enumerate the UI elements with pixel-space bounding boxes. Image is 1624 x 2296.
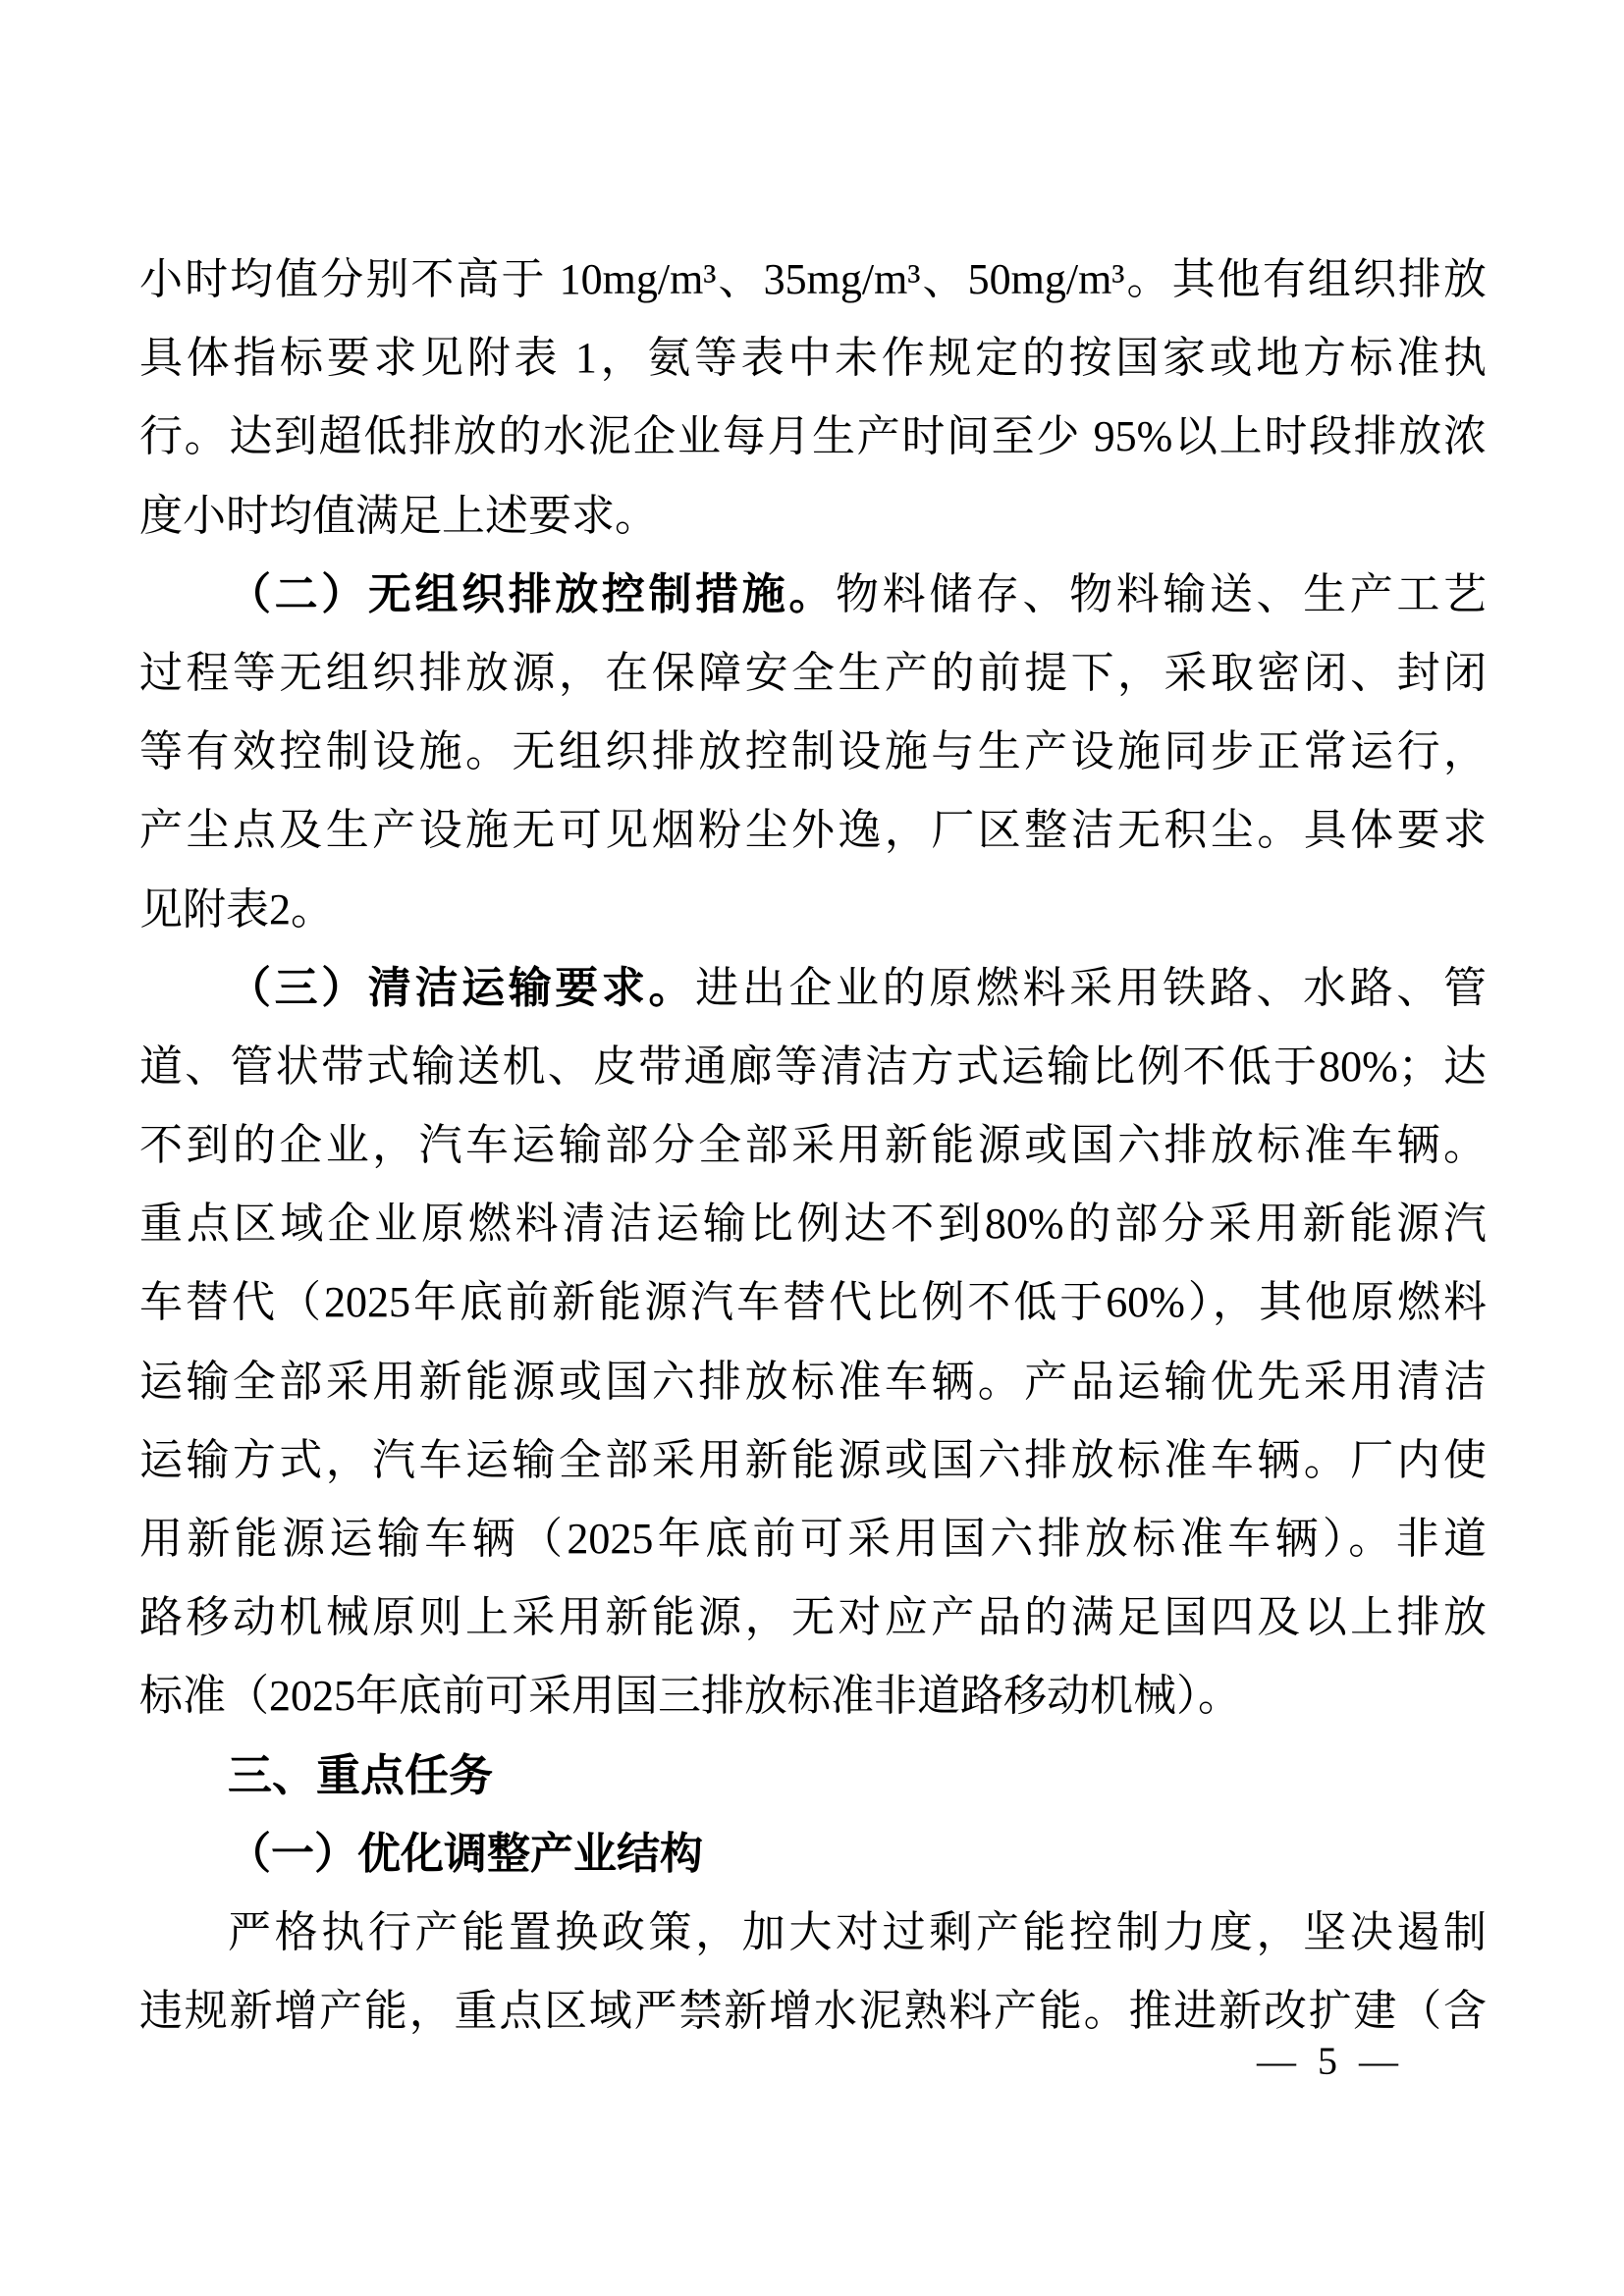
body-line: 见附表2。 (139, 884, 334, 934)
body-line: 运输全部采用新能源或国六排放标准车辆。产品运输优先采用清洁 (139, 1357, 1487, 1406)
body-line: 等有效控制设施。无组织排放控制设施与生产设施同步正常运行， (139, 727, 1487, 776)
body-line: 重点区域企业原燃料清洁运输比例达不到80%的部分采用新能源汽 (139, 1200, 1487, 1249)
body-line: 道、管状带式输送机、皮带通廊等清洁方式运输比例不低于80%；达 (139, 1041, 1487, 1091)
body-line: 运输方式，汽车运输全部采用新能源或国六排放标准车辆。厂内使 (139, 1435, 1487, 1484)
body-line: 小时均值分别不高于 10mg/m³、35mg/m³、50mg/m³。其他有组织排放 (139, 255, 1487, 303)
subsection-heading: （一）优化调整产业结构 (228, 1829, 703, 1878)
body-line: 车替代（2025年底前新能源汽车替代比例不低于60%），其他原燃料 (139, 1278, 1487, 1327)
body-line: 度小时均值满足上述要求。 (139, 491, 658, 540)
body-line: 违规新增产能，重点区域严禁新增水泥熟料产能。推进新改扩建（含 (139, 1987, 1487, 2036)
page-number: — 5 — (1257, 2039, 1404, 2083)
body-line (139, 949, 1487, 1028)
body-line: 具体指标要求见附表 1，氨等表中未作规定的按国家或地方标准执 (139, 334, 1487, 383)
body-line: 产尘点及生产设施无可见烟粉尘外逸，厂区整洁无积尘。具体要求 (139, 806, 1487, 855)
body-line (139, 556, 1487, 634)
section-heading: 三、重点任务 (228, 1749, 494, 1800)
body-line: 用新能源运输车辆（2025年底前可采用国六排放标准车辆）。非道 (139, 1515, 1487, 1563)
paragraph-text: 物料储存、物料输送、生产工艺 (836, 569, 1487, 618)
body-line: 标准（2025年底前可采用国三排放标准非道路移动机械）。 (139, 1672, 1241, 1721)
body-line: 过程等无组织排放源，在保障安全生产的前提下，采取密闭、封闭 (139, 648, 1487, 697)
body-line: 路移动机械原则上采用新能源，无对应产品的满足国四及以上排放 (139, 1593, 1487, 1642)
paragraph-lead: （三）清洁运输要求。 (228, 963, 696, 1012)
document-body (139, 240, 1487, 2051)
body-line: 不到的企业，汽车运输部分全部采用新能源或国六排放标准车辆。 (139, 1121, 1487, 1170)
body-line: 严格执行产能置换政策，加大对过剩产能控制力度，坚决遏制 (228, 1907, 1487, 1956)
body-line: 行。达到超低排放的水泥企业每月生产时间至少 95%以上时段排放浓 (139, 412, 1487, 461)
paragraph-lead: （二）无组织排放控制措施。 (228, 569, 836, 618)
paragraph-text: 进出企业的原燃料采用铁路、水路、管 (695, 963, 1487, 1012)
